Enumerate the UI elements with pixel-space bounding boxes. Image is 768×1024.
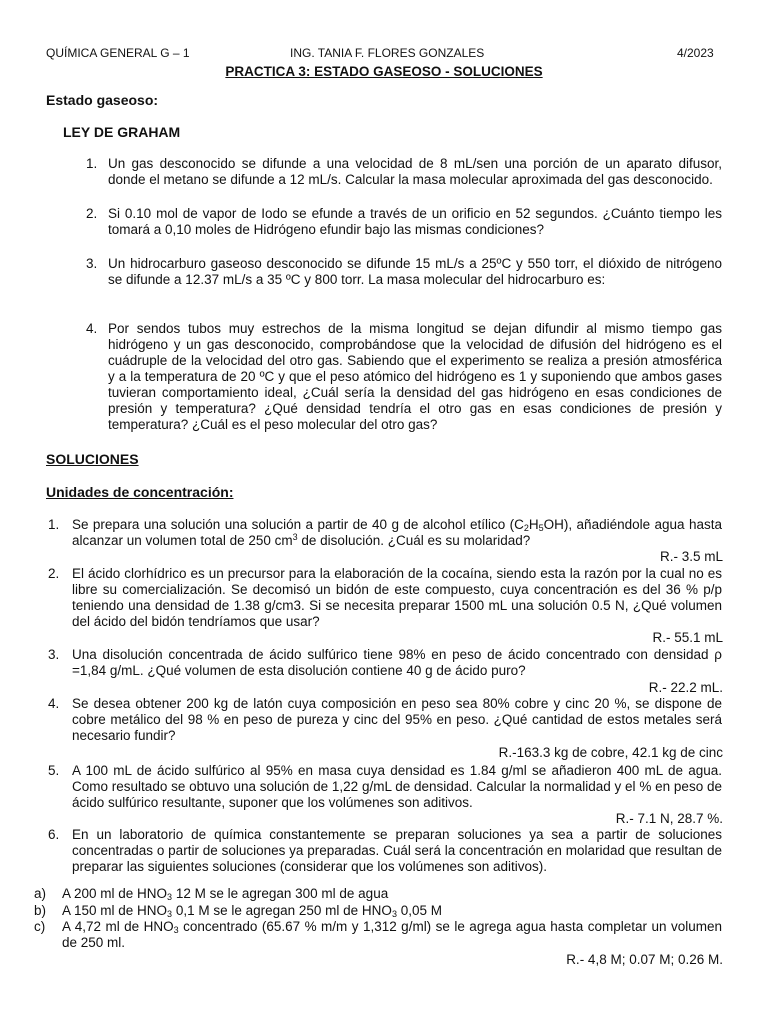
solution-problem-text: Se desea obtener 200 kg de latón cuya composición en peso sea 80% cobre y cinc 20 %, se dispone de cobre metálico del 98 % en peso de pureza y cinc del 95% en peso. ¿Qué cantidad de estos metales será necesario fundir? <box>72 696 722 743</box>
solution-problem-number: 6. <box>48 827 60 842</box>
solution-problem-text: Una disolución concentrada de ácido sulfúrico tiene 98% en peso de ácido concentrado con densidad ρ =1,84 g/mL. ¿Qué volumen de esta disolución contiene 40 g de ácido puro? <box>72 647 722 678</box>
subitem-text: A 200 ml de $HNO_3$ 12 M se le agregan 300 ml de agua <box>62 886 389 902</box>
gas-problem-text: Si 0.10 mol de vapor de Iodo se efunde a través de un orificio en 52 segundos. ¿Cuánto tiempo les tomará a 0,10 moles de Hidrógeno efundir bajo las mismas condiciones? <box>108 206 722 237</box>
solution-problem-number: 2. <box>48 566 60 581</box>
gas-problem-number: 1. <box>86 156 98 171</box>
solution-answer: R.- 7.1 N, 28.7 %. <box>615 811 723 826</box>
gas-problem-number: 3. <box>86 256 98 271</box>
gas-problem-text: Un gas desconocido se difunde a una velocidad de 8 mL/sen una porción de un aparato difusor, donde el metano se difunde a 12 mL/s. Calcular la masa molecular aproximada del gas desconocido. <box>108 156 722 187</box>
solution-answer: R.- 3.5 mL <box>659 549 723 564</box>
solution-problem-text: El ácido clorhídrico es un precursor para la elaboración de la cocaína, siendo esta la razón por la cual no es libre su comercialización. Se decomisó un bidón de este compuesto, cuya concentración es del 36 % p/p teniendo una densidad de 1.38 g/cm3. Si se necesita preparar 1500 mL una solución 0.5 N, ¿Qué volumen del ácido del bidón tendríamos que usar? <box>72 566 722 629</box>
solution-problem-number: 5. <box>48 763 60 778</box>
graham-law-heading: LEY DE GRAHAM <box>63 124 181 140</box>
solutions-section-heading: SOLUCIONES <box>46 451 139 467</box>
gas-problem-text: Un hidrocarburo gaseoso desconocido se difunde 15 mL/s a 25ºC y 550 torr, el dióxido de nitrógeno se difunde a 12.37 mL/s a 35 ºC y 800 torr. La masa molecular del hidrocarburo es: <box>108 256 722 287</box>
subitem-text: A 4,72 ml de $HNO_3$ concentrado (65.67 % m/m y 1,312 g/ml) se le agrega agua hasta completar un volumen de 250 ml. <box>62 919 722 950</box>
subitem-letter: b) <box>34 903 47 918</box>
solution-problem-number: 3. <box>48 647 60 662</box>
gas-section-heading: Estado gaseoso: <box>46 92 159 108</box>
course-name: QUÍMICA GENERAL G – 1 <box>46 46 190 60</box>
concentration-units-heading: Unidades de concentración: <box>46 484 234 500</box>
gas-problem-number: 2. <box>86 206 98 221</box>
subitem-letter: c) <box>34 919 46 934</box>
subitem-text: A 150 ml de $HNO_3$ 0,1 M se le agregan 250 ml de $HNO_3$ 0,05 M <box>62 903 442 919</box>
solution-problem-text: Se prepara una solución una solución a partir de 40 g de alcohol etílico $(C_2H_5OH)$, añadiéndole agua hasta alcanzar un volumen total de 250 $cm^3$ de disolución. ¿Cuál es su molaridad? <box>72 517 722 548</box>
final-answer: R.- 4,8 M; 0.07 M; 0.26 M. <box>566 952 723 967</box>
gas-problem-number: 4. <box>86 321 98 336</box>
document-title: PRACTICA 3: ESTADO GASEOSO - SOLUCIONES <box>225 64 543 79</box>
document-date: 4/2023 <box>677 46 714 60</box>
solution-answer: R.- 22.2 mL. <box>648 680 723 695</box>
solution-answer: R.-163.3 kg de cobre, 42.1 kg de cinc <box>498 745 723 760</box>
solution-problem-number: 4. <box>48 696 60 711</box>
subitem-letter: a) <box>34 886 47 901</box>
solution-problem-text: En un laboratorio de química constantemente se preparan soluciones ya sea a partir de soluciones concentradas o partir de soluciones ya preparadas. Cuál será la concentración en molaridad que resultan de preparar las siguientes soluciones (considerar que los volúmenes son aditivos). <box>72 827 722 874</box>
instructor-name: ING. TANIA F. FLORES GONZALES <box>290 46 485 60</box>
solution-problem-number: 1. <box>48 517 60 532</box>
solution-answer: R.- 55.1 mL <box>652 630 723 645</box>
solution-problem-text: A 100 mL de ácido sulfúrico al 95% en masa cuya densidad es 1.84 g/ml se añadieron 400 mL de agua. Como resultado se obtuvo una solución de 1,22 g/mL de densidad. Calcular la normalidad y el % en peso de ácido sulfúrico resultante, suponer que los volúmenes son aditivos. <box>72 763 722 810</box>
gas-problem-text: Por sendos tubos muy estrechos de la misma longitud se dejan difundir al mismo tiempo gas hidrógeno y un gas desconocido, comprobándose que la velocidad de difusión del hidrógeno es el cuádruple de la velocidad del otro gas. Sabiendo que el experimento se realiza a presión atmosférica y a la temperatura de 20 ºC y que el peso atómico del hidrógeno es 1 y suponiendo que ambos gases tuvieran comportamiento ideal, ¿Cuál sería la densidad del gas hidrógeno en esas condiciones de presión y temperatura? ¿Qué densidad tendría el otro gas en esas condiciones de presión y temperatura? ¿Cuál es el peso molecular del otro gas? <box>108 321 722 432</box>
